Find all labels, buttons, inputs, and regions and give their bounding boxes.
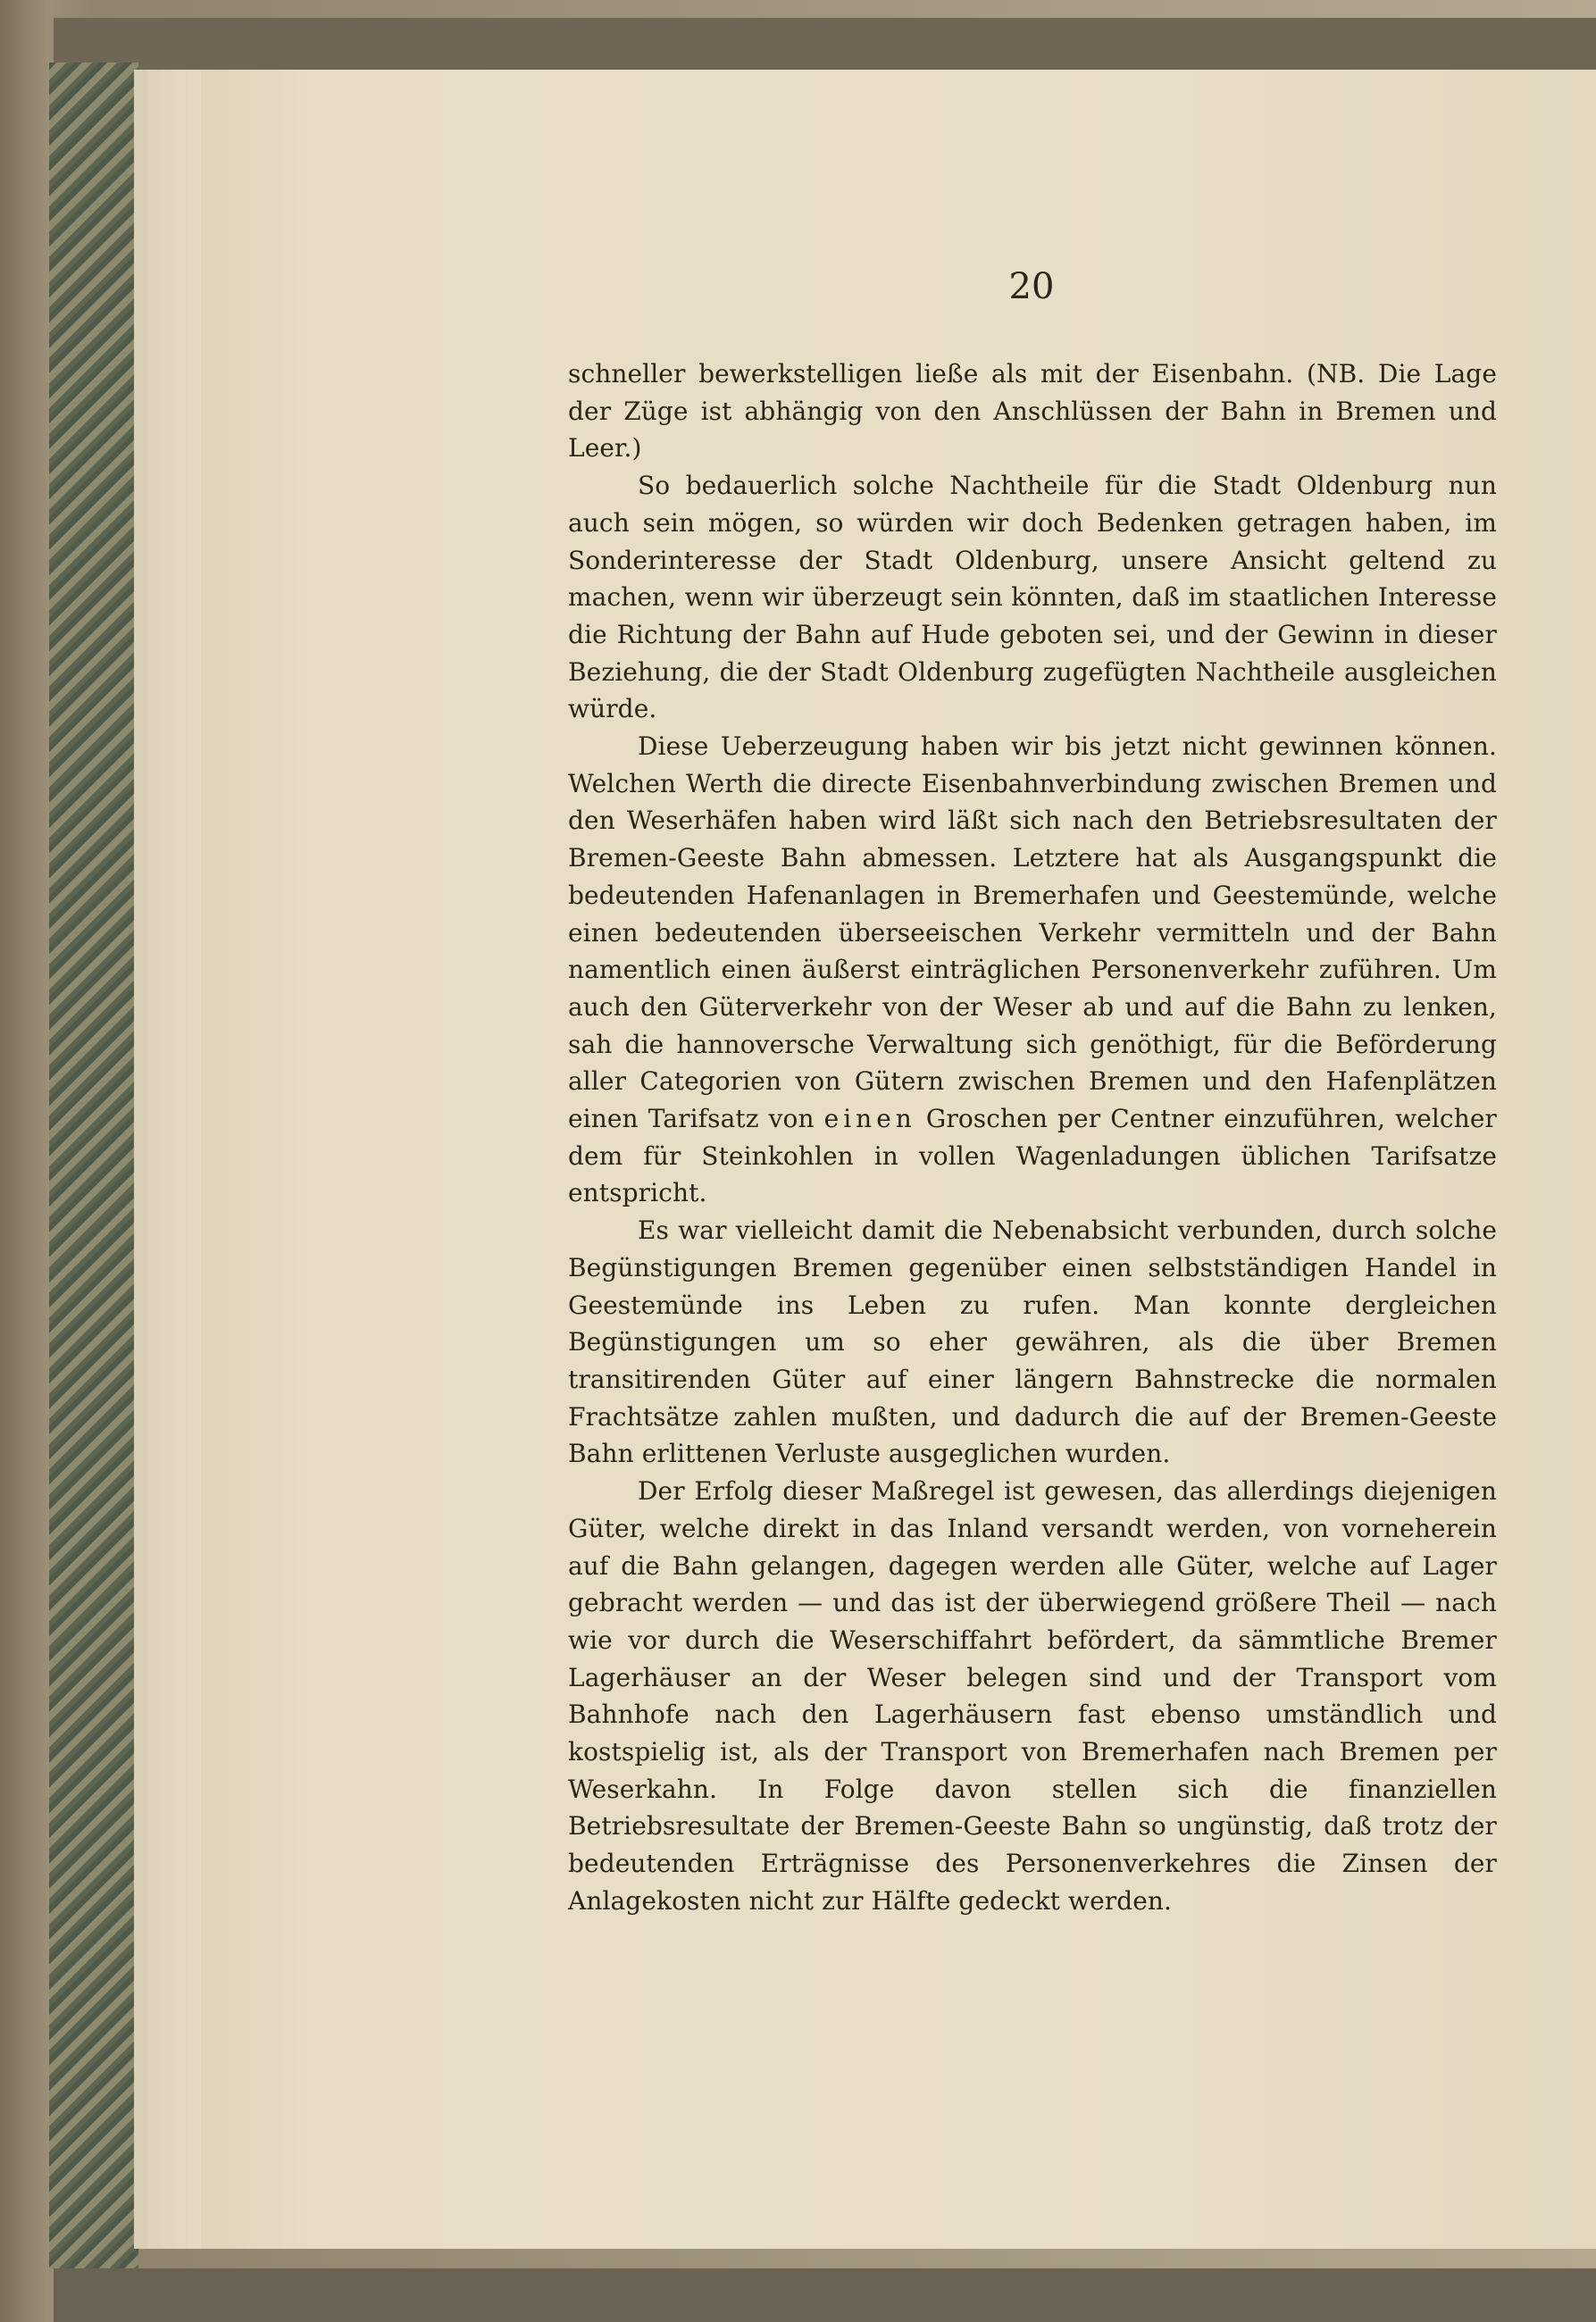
emphasis-spaced-word: einen (823, 1104, 916, 1134)
page-number: 20 (1008, 266, 1055, 307)
paragraph-5: Der Erfolg dieser Maßregel ist gewesen, das allerdings diejenigen Güter, welche direkt in das Inland versandt werden, von vorneherein auf die Bahn gelangen, dagegen werden alle Güter, welche auf Lager gebracht werden — und das ist der überwiegend größere Theil — nach wie vor durch die Weserschiffahrt befördert, da sämmtliche Bremer Lagerhäuser an der Weser belegen sind und der Transport vom Bahnhofe nach den Lagerhäusern fast ebenso umständlich und kostspielig ist, als der Transport von Bremerhafen nach Bremen per Weserkahn. In Folge davon stellen sich die finanziellen Betriebsresultate der Bremen-Geeste Bahn so ungünstig, daß trotz der bedeutenden Erträgnisse des Personenverkehres die Zinsen der Anlagekosten nicht zur Hälfte gedeckt werden. (568, 1476, 1497, 1916)
body-text (568, 355, 1497, 1920)
paragraph-3 (568, 728, 1497, 1212)
book-cover-top-edge (54, 18, 1596, 71)
paragraph-1: schneller bewerkstelligen ließe als mit der Eisenbahn. (NB. Die Lage der Züge ist abhängig von den Anschlüssen der Bahn in Bremen und Leer.) (568, 359, 1497, 464)
paragraph-2: So bedauerlich solche Nachtheile für die Stadt Oldenburg nun auch sein mögen, so würden wir doch Bedenken getragen haben, im Sonderinteresse der Stadt Oldenburg, unsere Ansicht geltend zu machen, wenn wir überzeugt sein könnten, daß im staatlichen Interesse die Richtung der Bahn auf Hude geboten sei, und der Gewinn in dieser Beziehung, die der Stadt Oldenburg zugefügten Nachtheile ausgleichen würde. (568, 471, 1497, 724)
paragraph-4: Es war vielleicht damit die Nebenabsicht verbunden, durch solche Begünstigungen Bremen gegenüber einen selbstständigen Handel in Geestemünde ins Leben zu rufen. Man konnte dergleichen Begünstigungen um so eher gewähren, als die über Bremen transitirenden Güter auf einer längern Bahnstrecke die normalen Frachtsätze zahlen mußten, und dadurch die auf der Bremen-Geeste Bahn erlittenen Verluste ausgeglichen wurden. (568, 1215, 1497, 1469)
book-cover-marbled-spine (49, 63, 138, 2268)
paragraph-3-part-2: Groschen per Centner einzuführen, welcher dem für Steinkohlen in vollen Wagenladungen üblichen Tarifsatze entspricht. (568, 1104, 1497, 1208)
paragraph-3-part-1: Diese Ueberzeugung haben wir bis jetzt nicht gewinnen können. Welchen Werth die directe Eisenbahnverbindung zwischen Bremen und den Weserhäfen haben wird läßt sich nach den Betriebsresultaten der Bremen-Geeste Bahn abmessen. Letztere hat als Ausgangspunkt die bedeutenden Hafenanlagen in Bremerhafen und Geestemünde, welche einen bedeutenden überseeischen Verkehr vermitteln und der Bahn namentlich einen äußerst einträglichen Personenverkehr zuführen. Um auch den Güterverkehr von der Weser ab und auf die Bahn zu lenken, sah die hannoversche Verwaltung sich genöthigt, für die Beförderung aller Categorien von Gütern zwischen Bremen und den Hafenplätzen einen Tarifsatz von (568, 731, 1497, 1134)
book-cover-bottom-edge (54, 2268, 1596, 2322)
